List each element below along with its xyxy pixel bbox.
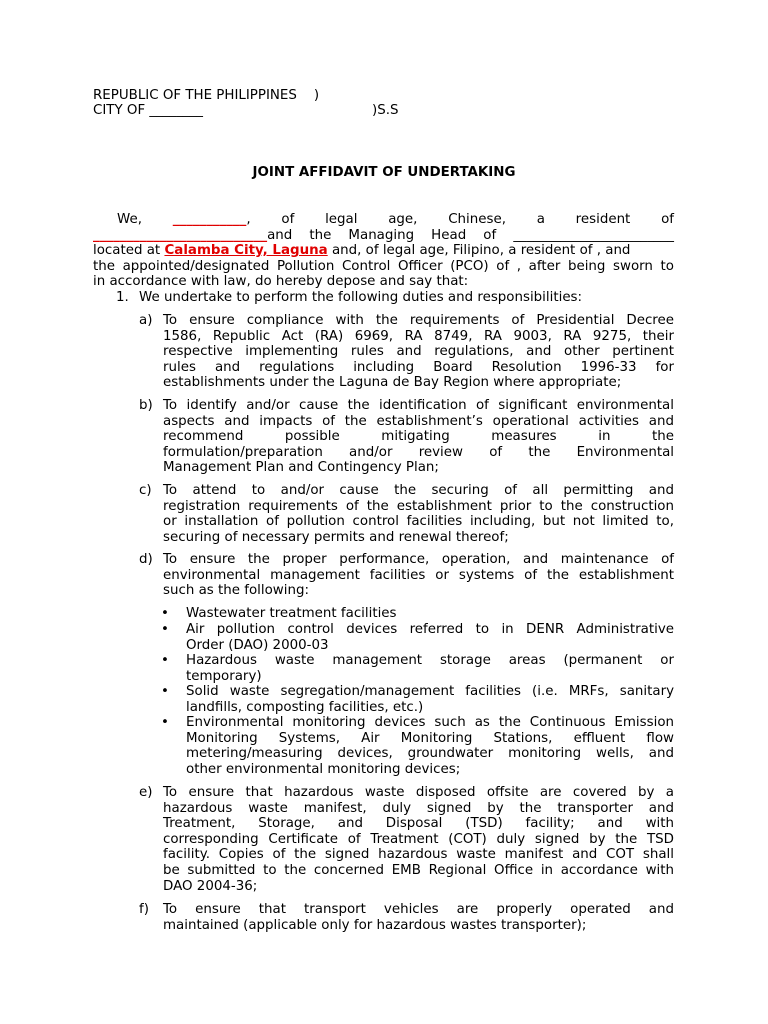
item-c bbox=[163, 483, 674, 545]
item-e-line: Treatment, Storage, and Disposal (TSD) facility; and with bbox=[163, 816, 674, 832]
bullet-line: other environmental monitoring devices; bbox=[186, 761, 461, 777]
item-b-line: Management Plan and Contingency Plan; bbox=[163, 460, 439, 476]
intro-line-1-rest: of legal age, Chinese, a resident of bbox=[281, 212, 674, 227]
item-e-line: hazardous waste manifest, duly signed by the transporter and bbox=[163, 800, 674, 816]
item-f-marker: f) bbox=[139, 902, 149, 917]
bullet-line: Air pollution control devices referred to in DENR Administrative bbox=[186, 622, 674, 637]
intro-line-1 bbox=[93, 212, 674, 228]
document-title: JOINT AFFIDAVIT OF UNDERTAKING bbox=[252, 165, 516, 180]
bullet-line: Monitoring Systems, Air Monitoring Stations, effluent flow bbox=[186, 730, 674, 746]
bullet-glyph: • bbox=[161, 606, 169, 621]
point-1-text: We undertake to perform the following duties and responsibilities: bbox=[139, 290, 583, 305]
bullet-glyph: • bbox=[161, 684, 169, 699]
item-b-line: recommend possible mitigating measures in the bbox=[163, 429, 674, 445]
item-e-line: be submitted to the concerned EMB Regional Office in accordance with bbox=[163, 862, 674, 878]
item-f bbox=[163, 902, 674, 933]
affiant-name-blank: ___________ bbox=[172, 212, 247, 227]
bullet-line: Environmental monitoring devices such as the Continuous Emission bbox=[186, 715, 674, 730]
bullet-glyph: • bbox=[161, 622, 169, 637]
intro-line-4: the appointed/designated Pollution Control Officer (PCO) of , after being sworn to bbox=[93, 258, 674, 274]
item-b-marker: b) bbox=[139, 398, 153, 413]
item-b bbox=[163, 398, 674, 476]
item-b-line: aspects and impacts of the establishment’s operational activities and bbox=[163, 413, 674, 429]
item-d-line: environmental management facilities or systems of the establishment bbox=[163, 567, 674, 583]
venue-line-2-right: )S.S bbox=[372, 103, 399, 118]
bullet-line: temporary) bbox=[186, 668, 262, 684]
intro-comma: , bbox=[246, 212, 251, 227]
item-f-line: maintained (applicable only for hazardous wastes transporter); bbox=[163, 917, 587, 933]
item-c-line: registration requirements of the establishment prior to the construction bbox=[163, 498, 674, 514]
bullet-line: Order (DAO) 2000-03 bbox=[186, 637, 329, 653]
item-b-line: formulation/preparation and/or review of the Environmental bbox=[163, 444, 674, 460]
bullet-item bbox=[186, 684, 674, 715]
item-e bbox=[163, 785, 674, 894]
residence-blank: __________________________ bbox=[93, 227, 268, 243]
item-a bbox=[163, 313, 674, 391]
item-c-marker: c) bbox=[139, 483, 152, 498]
item-e-line: facility. Copies of the signed hazardous waste manifest and COT shall bbox=[163, 847, 674, 863]
bullet-item bbox=[186, 653, 674, 684]
bullet-line: Hazardous waste management storage areas (permanent or bbox=[186, 653, 674, 668]
bullet-line: Wastewater treatment facilities bbox=[186, 606, 397, 621]
intro-located-at: located at bbox=[93, 243, 165, 259]
item-c-line: To attend to and/or cause the securing of all permitting and bbox=[163, 483, 674, 498]
bullet-line: metering/measuring devices, groundwater monitoring wells, and bbox=[186, 746, 674, 762]
intro-line-3-rest: and, of legal age, Filipino, a resident of , and bbox=[327, 243, 631, 259]
bullet-line: landfills, composting facilities, etc.) bbox=[186, 699, 424, 715]
point-1-number: 1. bbox=[116, 290, 129, 305]
venue-line-1: REPUBLIC OF THE PHILIPPINES ) bbox=[93, 88, 320, 103]
intro-line-2 bbox=[93, 228, 674, 244]
item-a-line: rules and regulations including Board Resolution 1996-33 for bbox=[163, 359, 674, 375]
item-b-line: To identify and/or cause the identification of significant environmental bbox=[163, 398, 674, 413]
bullet-item bbox=[186, 715, 674, 777]
intro-line-5: in accordance with law, do hereby depose and say that: bbox=[93, 274, 469, 290]
item-c-line: securing of necessary permits and renewal thereof; bbox=[163, 529, 509, 545]
item-a-line: To ensure compliance with the requirements of Presidential Decree bbox=[163, 313, 674, 328]
bullet-line: Solid waste segregation/management facilities (i.e. MRFs, sanitary bbox=[186, 684, 674, 699]
item-d-line: such as the following: bbox=[163, 583, 309, 599]
venue-line-2-left: CITY OF ________ bbox=[93, 103, 203, 118]
item-a-line: 1586, Republic Act (RA) 6969, RA 8749, RA 9003, RA 9275, their bbox=[163, 328, 674, 344]
intro-we: We, bbox=[117, 212, 142, 227]
intro-paragraph bbox=[93, 212, 674, 290]
item-f-line: To ensure that transport vehicles are properly operated and bbox=[163, 902, 674, 917]
item-a-line: respective implementing rules and regulations, and other pertinent bbox=[163, 344, 674, 360]
bullet-glyph: • bbox=[161, 653, 169, 668]
item-e-line: DAO 2004-36; bbox=[163, 878, 258, 894]
item-d bbox=[163, 552, 674, 599]
bullet-glyph: • bbox=[161, 715, 169, 730]
item-a-marker: a) bbox=[139, 313, 153, 328]
item-e-line: corresponding Certificate of Treatment (COT) duly signed by the TSD bbox=[163, 831, 674, 847]
managing-head-blank: ________________________ bbox=[513, 227, 674, 243]
item-c-line: or installation of pollution control facilities including, but not limited to, bbox=[163, 514, 674, 530]
item-e-line: To ensure that hazardous waste disposed offsite are covered by a bbox=[163, 785, 674, 800]
location-field: Calamba City, Laguna bbox=[164, 243, 328, 259]
item-d-line: To ensure the proper performance, operation, and maintenance of bbox=[163, 552, 674, 567]
intro-line-2-text: and the Managing Head of bbox=[267, 227, 497, 243]
item-d-marker: d) bbox=[139, 552, 153, 567]
bullet-item bbox=[186, 606, 674, 622]
item-e-marker: e) bbox=[139, 785, 153, 800]
item-a-line: establishments under the Laguna de Bay Region where appropriate; bbox=[163, 375, 622, 391]
bullet-item bbox=[186, 622, 674, 653]
intro-line-3 bbox=[93, 243, 674, 259]
